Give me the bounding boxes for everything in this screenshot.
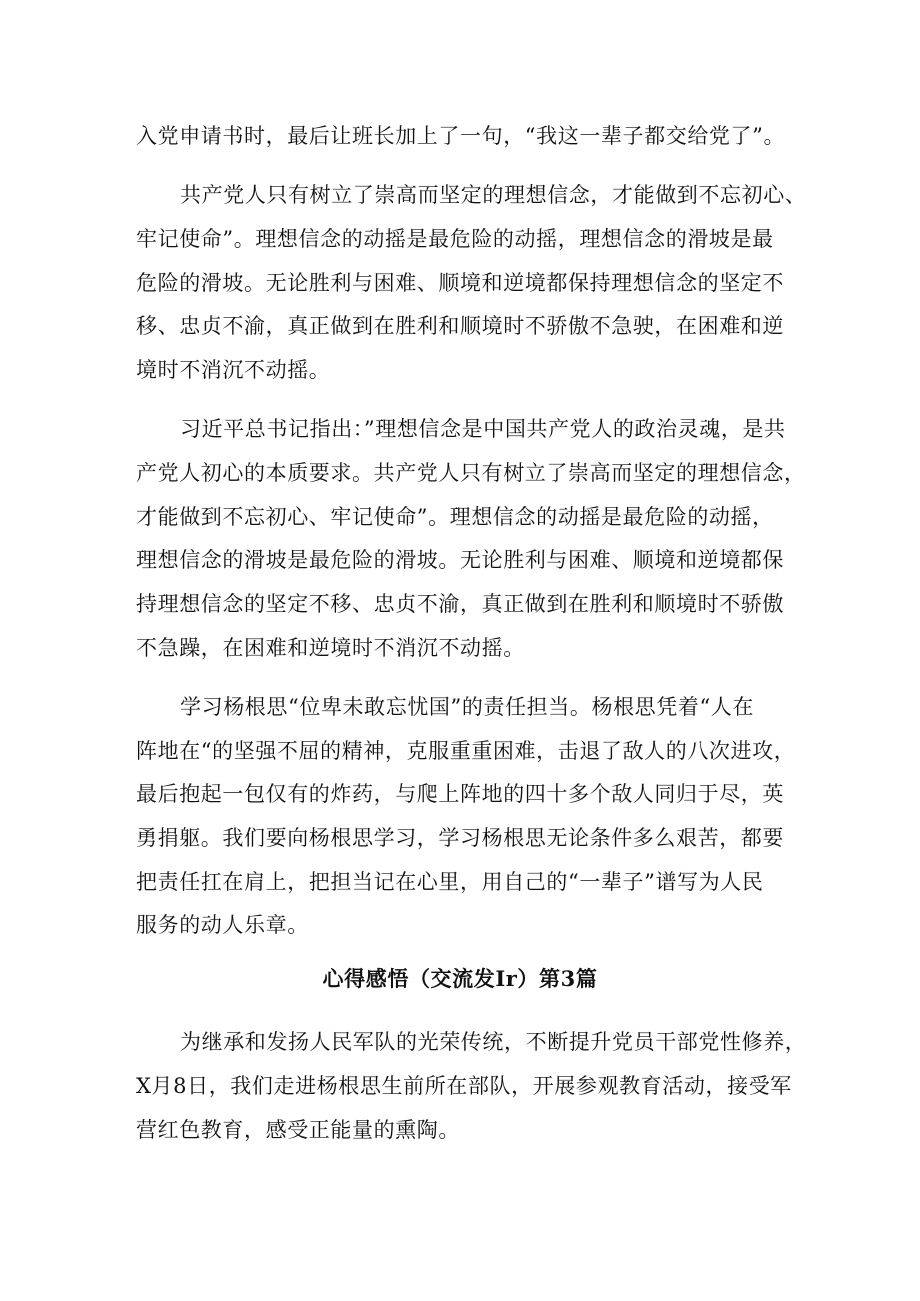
paragraph-4-line-2: 阵地在“的坚强不屈的精神，克服重重困难，击退了敌人的八次进攻， [136, 739, 796, 763]
paragraph-4-line-6: 服务的动人乐章。 [136, 913, 309, 937]
paragraph-4-line-4: 勇捐躯。我们要向杨根思学习，学习杨根思无论条件多么艰苦，都要 [136, 826, 784, 850]
section-heading: 心得感悟（交流发Ir）第3篇 [322, 966, 598, 991]
paragraph-4-line-1: 学习杨根思“位卑未敢忘忧国”的责任担当。杨根思凭着“人在 [180, 695, 755, 719]
paragraph-3-line-3: 才能做到不忘初心、牢记使命”。理想信念的动摇是最危险的动摇， [136, 505, 774, 529]
paragraph-2-line-5: 境时不消沉不动摇。 [136, 358, 331, 382]
paragraph-4-line-5: 把责任扛在肩上，把担当记在心里，用自己的“一辈子”谱写为人民 [136, 870, 764, 894]
paragraph-2-line-3: 危险的滑坡。无论胜利与困难、顺境和逆境都保持理想信念的坚定不 [136, 271, 784, 295]
paragraph-2-line-4: 移、忠贞不渝，真正做到在胜利和顺境时不骄傲不急驶，在困难和逆 [136, 314, 784, 338]
paragraph-1-line-1: 入党申请书时，最后让班长加上了一句，“我这一辈子都交给党了”。 [136, 124, 786, 148]
paragraph-3-line-4: 理想信念的滑坡是最危险的滑坡。无论胜利与困难、顺境和逆境都保 [136, 548, 784, 572]
paragraph-3-line-5: 持理想信念的坚定不移、忠贞不渝，真正做到在胜利和顺境时不骄傲 [136, 592, 784, 616]
paragraph-3-line-2: 产党人初心的本质要求。共产党人只有树立了崇高而坚定的理想信念， [136, 461, 806, 485]
paragraph-5-line-2: X月8日，我们走进杨根思生前所在部队，开展参观教育活动，接受军 [136, 1074, 792, 1098]
paragraph-3-line-6: 不急躁，在困难和逆境时不消沉不动摇。 [136, 636, 525, 660]
paragraph-5-line-3: 营红色教育，感受正能量的熏陶。 [136, 1118, 460, 1142]
paragraph-5-line-1: 为继承和发扬人民军队的光荣传统，不断提升党员干部党性修养， [180, 1030, 807, 1054]
paragraph-2-line-1: 共产党人只有树立了崇高而坚定的理想信念，才能做到不忘初心、 [180, 183, 807, 207]
paragraph-2-line-2: 牢记使命”。理想信念的动摇是最危险的动摇，理想信念的滑坡是最 [136, 227, 774, 251]
paragraph-3-line-1: 习近平总书记指出：”理想信念是中国共产党人的政治灵魂，是共 [180, 417, 786, 441]
paragraph-4-line-3: 最后抱起一包仅有的炸药，与爬上阵地的四十多个敌人同归于尽，英 [136, 782, 784, 806]
